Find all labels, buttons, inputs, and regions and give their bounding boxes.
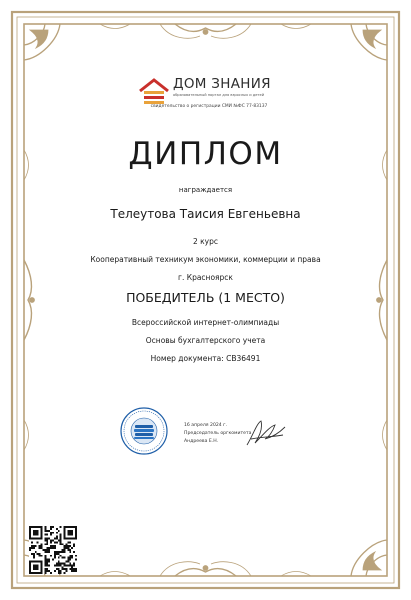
dom-znaniya-logo xyxy=(134,76,284,112)
course-text: 2 курс xyxy=(192,237,218,246)
logo-tagline: образовательный портал для взрослых и детей xyxy=(173,93,265,97)
subject-text: Основы бухгалтерского учета xyxy=(145,336,266,345)
awarded-text: награждается xyxy=(178,186,233,194)
result-text: ПОБЕДИТЕЛЬ (1 МЕСТО) xyxy=(126,290,285,305)
signature-role: Председатель оргкомитета xyxy=(184,431,252,436)
city-text: г. Красноярск xyxy=(178,273,233,282)
logo-registration: свидетельство о регистрации СМИ №ФС 77-83137 xyxy=(150,104,268,109)
logo-title: ДОМ ЗНАНИЯ xyxy=(173,76,271,92)
recipient-name: Телеутова Таисия Евгеньевна xyxy=(110,207,301,221)
event-text: Всероссийской интернет-олимпиады xyxy=(131,318,280,327)
diploma-title: ДИПЛОМ xyxy=(128,136,283,172)
seal-stamp-icon xyxy=(119,406,169,456)
handwritten-signature xyxy=(243,415,287,451)
signature-block xyxy=(184,422,252,446)
qr-code[interactable] xyxy=(29,526,77,574)
document-number: Номер документа: СВ36491 xyxy=(150,354,261,363)
house-logo-icon xyxy=(138,78,170,106)
institution-text: Кооперативный техникум экономики, коммерции и права xyxy=(90,255,321,264)
signature-person: Андреева Е.Н. xyxy=(184,439,219,444)
signature-date: 16 апреля 2024 г. xyxy=(184,423,228,428)
